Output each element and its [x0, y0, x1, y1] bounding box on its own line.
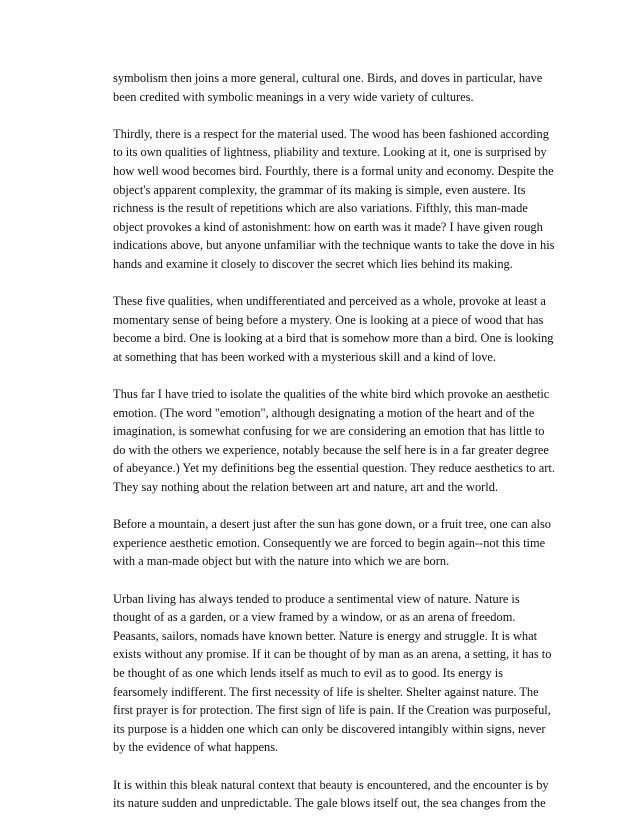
text-line: exists without any promise. If it can be thought of by man as an arena, a setting, it has to [113, 647, 552, 662]
text-line: to its own qualities of lightness, pliability and texture. Looking at it, one is surprised by [113, 145, 547, 160]
paragraph [113, 125, 555, 274]
text-line: by the evidence of what happens. [113, 740, 279, 755]
paragraph [113, 776, 549, 813]
text-line: They say nothing about the relation between art and nature, art and the world. [113, 480, 499, 495]
text-line: of abeyance.) Yet my definitions beg the essential question. They reduce aesthetics to art. [113, 461, 555, 476]
text-line: be thought of as one which lends itself as much to evil as to good. Its energy is [113, 666, 504, 680]
paragraph [113, 69, 543, 106]
text-line: Peasants, sailors, nomads have known better. Nature is energy and struggle. It is what [113, 628, 538, 643]
text-line: hands and examine it closely to discover the secret which lies behind its making. [113, 256, 513, 271]
paragraph [113, 292, 554, 366]
text-line: fearsomely indifferent. The first necessity of life is shelter. Shelter against nature. The [113, 684, 539, 699]
text-line: first prayer is for protection. The first sign of life is pain. If the Creation was purposeful, [113, 703, 551, 718]
text-line: with a man-made object but with the nature into which we are born. [113, 554, 450, 569]
paragraph [113, 590, 552, 757]
paragraph [113, 515, 551, 571]
text-line: thought of as a garden, or a view framed by a window, or as an arena of freedom. [113, 610, 516, 625]
text-line: emotion. (The word "emotion", although designating a motion of the heart and of the [113, 405, 535, 420]
text-line: its purpose is a hidden one which can only be discovered intangibly within signs, never [113, 721, 546, 736]
text-line: do with the others we experience, notably because the self here is in a far greater degree [113, 442, 549, 457]
text-line: become a bird. One is looking at a bird that is somehow more than a bird. One is looking [113, 331, 554, 346]
text-line: experience aesthetic emotion. Consequently we are forced to begin again--not this time [113, 535, 546, 550]
text-line: how well wood becomes bird. Fourthly, there is a formal unity and economy. Despite the [113, 163, 554, 178]
text-line: richness is the result of repetitions which are also variations. Fifthly, this man-made [113, 201, 528, 216]
text-line: symbolism then joins a more general, cultural one. Birds, and doves in particular, have [113, 71, 543, 85]
text-line: Thirdly, there is a respect for the material used. The wood has been fashioned according [113, 126, 549, 141]
text-line: indications above, but anyone unfamiliar with the technique wants to take the dove in his [113, 238, 555, 253]
text-line: at something that has been worked with a mysterious skill and a kind of love. [113, 349, 497, 364]
text-line: It is within this bleak natural context that beauty is encountered, and the encounter is by [113, 777, 549, 792]
text-line: These five qualities, when undifferentiated and perceived as a whole, provoke at least a [113, 294, 546, 309]
text-line: been credited with symbolic meanings in a very wide variety of cultures. [113, 89, 474, 104]
body-text [113, 69, 555, 831]
text-line: Urban living has always tended to produce a sentimental view of nature. Nature is [113, 591, 520, 606]
text-line: its nature sudden and unpredictable. The gale blows itself out, the sea changes from the [113, 796, 546, 811]
text-line: momentary sense of being before a mystery. One is looking at a piece of wood that has [113, 312, 544, 327]
paragraph [113, 385, 555, 497]
text-line: Before a mountain, a desert just after the sun has gone down, or a fruit tree, one can also [113, 517, 551, 532]
text-line: Thus far I have tried to isolate the qualities of the white bird which provoke an aesthetic [113, 387, 550, 402]
text-line: object provokes a kind of astonishment: how on earth was it made? I have given rough [113, 219, 543, 234]
text-line: object's apparent complexity, the grammar of its making is simple, even austere. Its [113, 182, 526, 197]
text-line: imagination, is somewhat confusing for we are considering an emotion that has little to [113, 424, 545, 439]
